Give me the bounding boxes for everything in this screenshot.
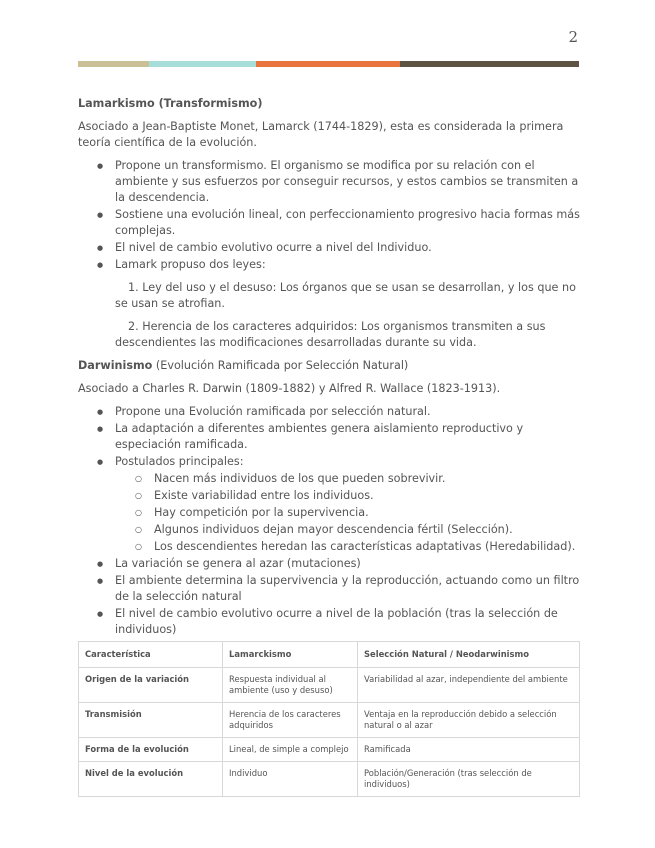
list-item: ○ Hay competición por la supervivencia. (154, 505, 584, 521)
table-cell: Transmisión (79, 703, 223, 738)
lamarck-bullet-list (78, 158, 584, 273)
table-cell: Herencia de los caracteres adquiridos (223, 703, 358, 738)
stripe-segment-orange (256, 61, 400, 67)
table-cell: Población/Generación (tras selección de individuos) (358, 762, 580, 797)
list-item: ● La adaptación a diferentes ambientes genera aislamiento reproductivo y especiación ramificada. (115, 421, 584, 453)
list-item: ○ Nacen más individuos de los que pueden sobrevivir. (154, 471, 584, 487)
page-number: 2 (568, 28, 578, 46)
darwin-intro: Asociado a Charles R. Darwin (1809-1882) y Alfred R. Wallace (1823-1913). (78, 382, 501, 395)
table-header: Característica (79, 642, 223, 668)
list-item: ○ Existe variabilidad entre los individuos. (154, 488, 584, 504)
darwin-subtitle: (Evolución Ramificada por Selección Natural) (152, 359, 409, 372)
list-item: ○ Los descendientes heredan las características adaptativas (Heredabilidad). (154, 539, 584, 555)
table-header-row (79, 642, 580, 668)
table-cell: Variabilidad al azar, independiente del ambiente (358, 668, 580, 703)
table-cell: Respuesta individual al ambiente (uso y desuso) (223, 668, 358, 703)
table-row (79, 762, 580, 797)
postulados-list (115, 471, 584, 555)
list-item: ○ Algunos individuos dejan mayor descendencia fértil (Selección). (154, 522, 584, 538)
table-header: Lamarckismo (223, 642, 358, 668)
list-item: ● Propone una Evolución ramificada por selección natural. (115, 404, 584, 420)
darwin-bullet-list (78, 404, 584, 638)
postulados-label: Postulados principales: (115, 455, 244, 468)
list-item: ● El ambiente determina la supervivencia y la reproducción, actuando como un filtro de la selección natural (115, 573, 584, 605)
header-stripe (78, 61, 579, 67)
table-cell: Individuo (223, 762, 358, 797)
table-row (79, 668, 580, 703)
table-cell: Nivel de la evolución (79, 762, 223, 797)
law-1: 1. Ley del uso y el desuso: Los órganos que se usan se desarrollan, y los que no se usan se atrofian. (115, 281, 576, 310)
stripe-segment-tan (78, 61, 149, 67)
table-cell: Origen de la variación (79, 668, 223, 703)
law-2: 2. Herencia de los caracteres adquiridos: Los organismos transmiten a sus descendientes las modificaciones desarrolladas durante su vida. (115, 320, 546, 349)
stripe-segment-brown (400, 61, 579, 67)
list-item: ● Lamark propuso dos leyes: (115, 257, 584, 273)
table-row (79, 703, 580, 738)
darwin-heading (78, 358, 584, 374)
table-cell: Ventaja en la reproducción debido a selección natural o al azar (358, 703, 580, 738)
lamarck-heading (78, 96, 584, 112)
stripe-segment-aqua (149, 61, 256, 67)
darwin-title: Darwinismo (78, 359, 153, 372)
list-item: ● El nivel de cambio evolutivo ocurre a nivel del Individuo. (115, 240, 584, 256)
list-item: ● Sostiene una evolución lineal, con perfeccionamiento progresivo hacia formas más complejas. (115, 207, 584, 239)
list-item: ● Propone un transformismo. El organismo se modifica por su relación con el ambiente y sus esfuerzos por conseguir recursos, y estos cambios se transmiten a la descendencia. (115, 158, 584, 206)
table-cell: Ramificada (358, 738, 580, 762)
table-cell: Lineal, de simple a complejo (223, 738, 358, 762)
document-body (78, 96, 584, 797)
comparison-table (78, 641, 580, 797)
lamarck-title: Lamarkismo (Transformismo) (78, 97, 263, 110)
table-cell: Forma de la evolución (79, 738, 223, 762)
list-item (115, 454, 584, 555)
list-item: ● El nivel de cambio evolutivo ocurre a nivel de la población (tras la selección de individuos) (115, 606, 584, 638)
table-row (79, 738, 580, 762)
table-header: Selección Natural / Neodarwinismo (358, 642, 580, 668)
lamarck-intro: Asociado a Jean-Baptiste Monet, Lamarck (1744-1829), esta es considerada la primera teoría científica de la evolución. (78, 120, 564, 149)
list-item: ● La variación se genera al azar (mutaciones) (115, 556, 584, 572)
